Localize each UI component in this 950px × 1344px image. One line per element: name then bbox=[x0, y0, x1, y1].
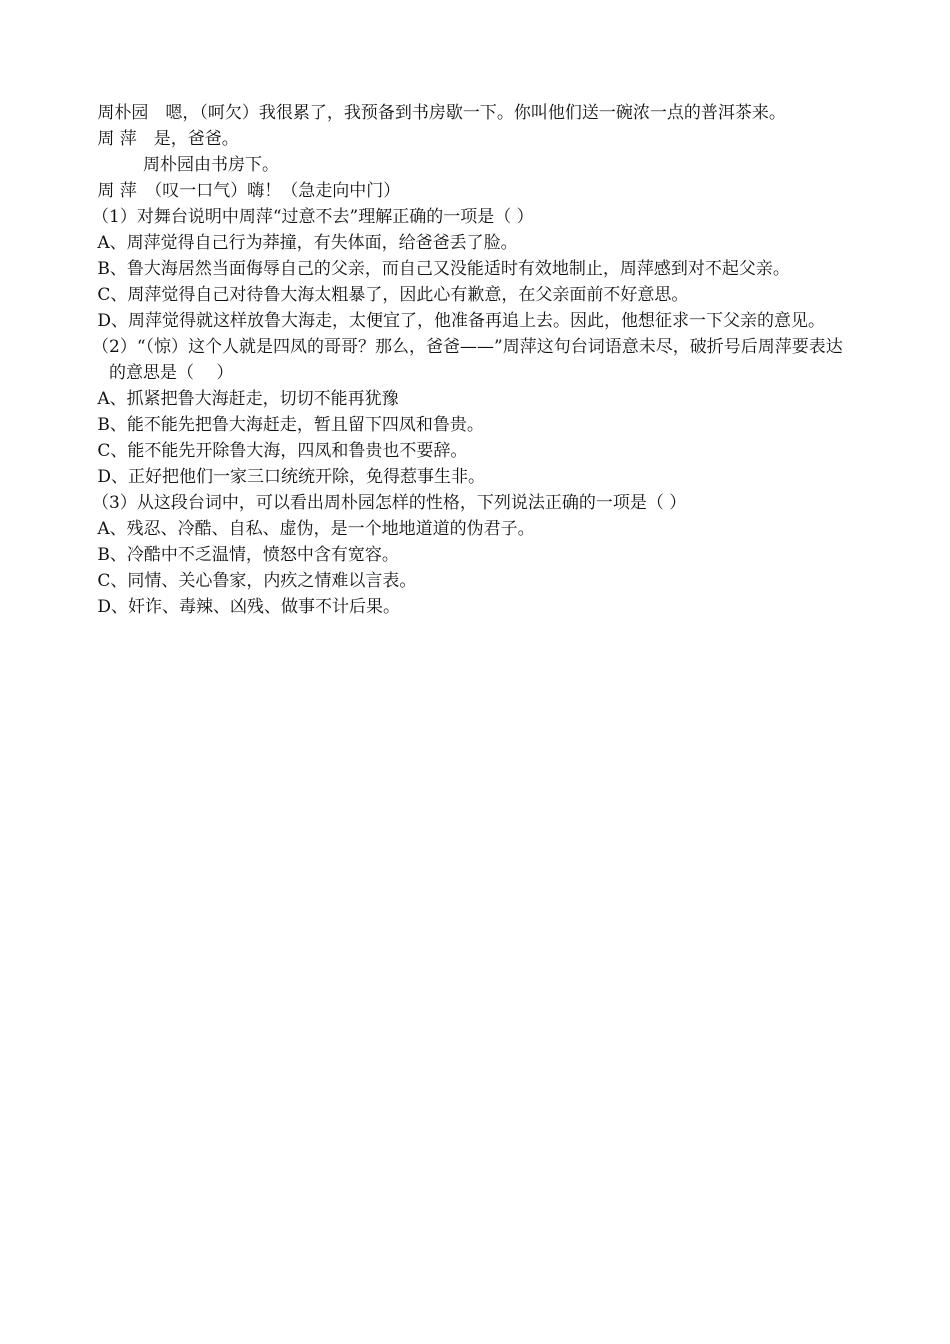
question-1-option-d: D、周萍觉得就这样放鲁大海走，太便宜了，他准备再追上去。因此，他想征求一下父亲的意见。 bbox=[92, 311, 826, 331]
question-2-continued: 的意思是（ ） bbox=[92, 363, 234, 383]
question-3: （3）从这段台词中，可以看出周朴园怎样的性格，下列说法正确的一项是（ ） bbox=[92, 493, 687, 513]
question-1-option-a: A、周萍觉得自己行为莽撞，有失体面，给爸爸丢了脸。 bbox=[92, 233, 518, 253]
dialogue-line-zhoupuyuan: 周朴园 嗯，（呵欠）我很累了，我预备到书房歇一下。你叫他们送一碗浓一点的普洱茶来。 bbox=[92, 103, 786, 123]
question-3-option-b: B、冷酷中不乏温情，愤怒中含有宽容。 bbox=[92, 545, 399, 565]
question-2-option-a: A、抓紧把鲁大海赶走，切切不能再犹豫 bbox=[92, 389, 399, 409]
question-1-option-c: C、周萍觉得自己对待鲁大海太粗暴了，因此心有歉意，在父亲面前不好意思。 bbox=[92, 285, 689, 305]
question-2-option-b: B、能不能先把鲁大海赶走，暂且留下四凤和鲁贵。 bbox=[92, 415, 484, 435]
dialogue-line-zhouping: 周 萍 是，爸爸。 bbox=[92, 129, 239, 149]
question-2-option-c: C、能不能先开除鲁大海，四凤和鲁贵也不要辞。 bbox=[92, 441, 468, 461]
question-3-option-d: D、奸诈、毒辣、凶残、做事不计后果。 bbox=[92, 597, 401, 617]
dialogue-line-zhouping-sigh: 周 萍 （叹一口气）嗨！（急走向中门） bbox=[92, 181, 401, 201]
stage-direction: 周朴园由书房下。 bbox=[92, 155, 279, 175]
question-2-option-d: D、正好把他们一家三口统统开除，免得惹事生非。 bbox=[92, 467, 486, 487]
question-3-option-c: C、同情、关心鲁家，内疚之情难以言表。 bbox=[92, 571, 417, 591]
question-3-option-a: A、残忍、冷酷、自私、虚伪，是一个地地道道的伪君子。 bbox=[92, 519, 535, 539]
document-page bbox=[92, 100, 862, 620]
question-1-option-b: B、鲁大海居然当面侮辱自己的父亲，而自己又没能适时有效地制止，周萍感到对不起父亲。 bbox=[92, 259, 790, 279]
question-1: （1）对舞台说明中周萍“过意不去”理解正确的一项是（ ） bbox=[92, 207, 534, 227]
question-2: （2）“（惊）这个人就是四凤的哥哥？那么，爸爸——”周萍这句台词语意未尽，破折号后周萍要表达 bbox=[92, 337, 843, 357]
